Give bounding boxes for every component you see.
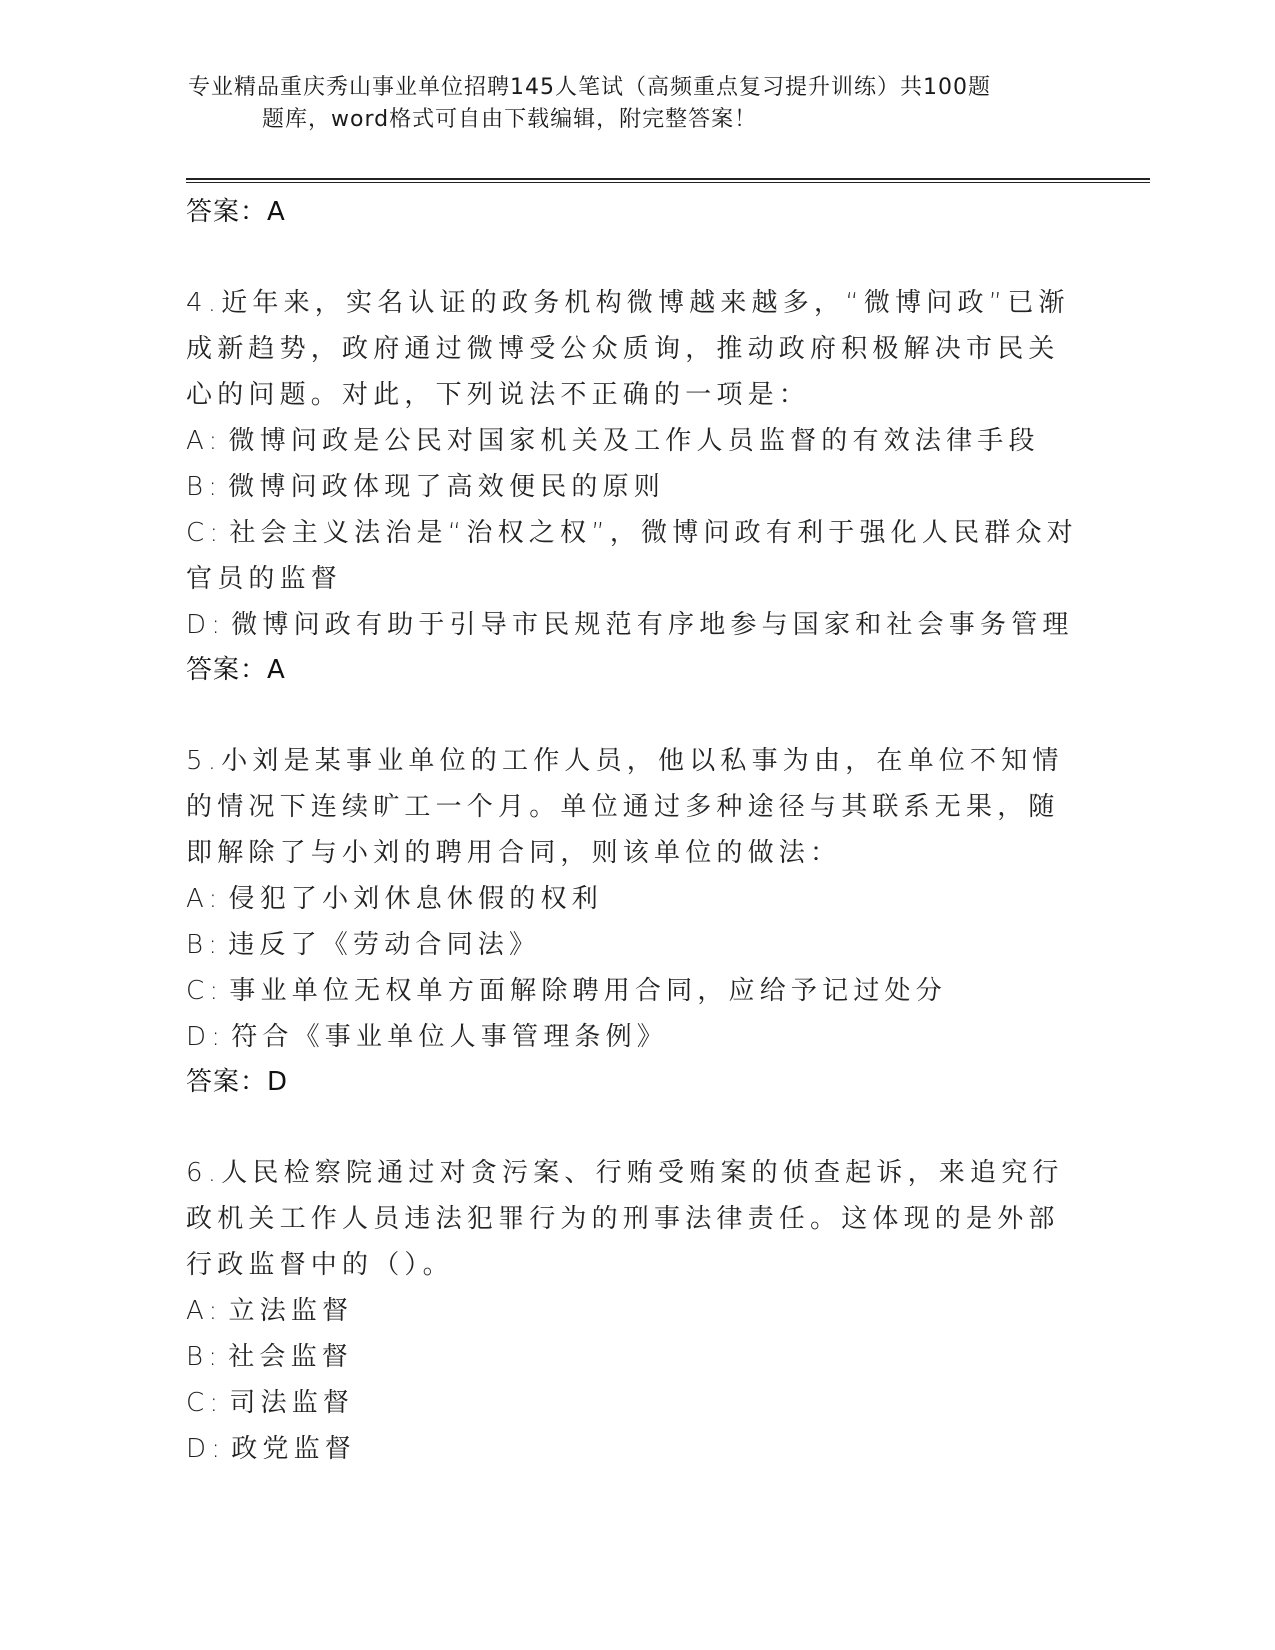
answer-line: 答案：D <box>186 1067 289 1097</box>
option-letter: C: <box>186 1388 224 1418</box>
question-text: 6.人民检察院通过对贪污案、行贿受贿案的侦查起诉，来追究行政机关工作人员违法犯罪行为的刑事法律责任。这体现的是外部行政监督中的（）。 <box>186 1158 1064 1280</box>
option-letter: D: <box>186 1022 226 1052</box>
option-letter: A: <box>186 1296 223 1326</box>
header-divider-thick <box>186 178 1150 180</box>
option-text: 社会主义法治是“治权之权”，微博问政有利于强化人民群众对官员的监督 <box>186 518 1078 594</box>
option-a <box>186 418 1086 464</box>
option-d <box>186 602 1086 648</box>
option-letter: B: <box>186 930 223 960</box>
option-d <box>186 1014 1086 1060</box>
option-c <box>186 968 1086 1014</box>
option-text: 违反了《劳动合同法》 <box>228 930 541 960</box>
header-line-2: 题库，word格式可自由下载编辑，附完整答案！ <box>262 107 758 132</box>
option-b <box>186 464 1086 510</box>
option-text: 事业单位无权单方面解除聘用合同，应给予记过处分 <box>229 976 947 1006</box>
option-text: 社会监督 <box>228 1342 353 1372</box>
option-a <box>186 876 1086 922</box>
question-text: 5.小刘是某事业单位的工作人员，他以私事为由，在单位不知情的情况下连续旷工一个月。单位通过多种途径与其联系无果，随即解除了与小刘的聘用合同，则该单位的做法： <box>186 746 1064 868</box>
question-6 <box>186 1150 1086 1472</box>
option-c <box>186 510 1086 602</box>
answer-line: 答案：A <box>186 197 286 227</box>
answer-line: 答案：A <box>186 655 286 685</box>
option-d <box>186 1426 1086 1472</box>
document-body <box>186 190 1086 1472</box>
option-text: 微博问政有助于引导市民规范有序地参与国家和社会事务管理 <box>231 610 1074 640</box>
option-text: 司法监督 <box>229 1388 355 1418</box>
option-letter: B: <box>186 1342 223 1372</box>
question-5 <box>186 738 1086 1104</box>
question-4 <box>186 280 1086 692</box>
option-letter: D: <box>186 1434 226 1464</box>
option-c <box>186 1380 1086 1426</box>
option-letter: B: <box>186 472 223 502</box>
option-b <box>186 922 1086 968</box>
option-letter: D: <box>186 610 226 640</box>
option-text: 侵犯了小刘休息休假的权利 <box>228 884 603 914</box>
option-letter: A: <box>186 426 223 456</box>
header-line-1: 专业精品重庆秀山事业单位招聘145人笔试（高频重点复习提升训练）共100题 <box>188 75 991 100</box>
option-text: 微博问政是公民对国家机关及工作人员监督的有效法律手段 <box>228 426 1040 456</box>
option-text: 符合《事业单位人事管理条例》 <box>231 1022 668 1052</box>
option-b <box>186 1334 1086 1380</box>
option-letter: C: <box>186 976 224 1006</box>
document-header <box>188 72 1068 136</box>
header-divider-thin <box>186 182 1150 183</box>
option-text: 立法监督 <box>228 1296 354 1326</box>
option-text: 微博问政体现了高效便民的原则 <box>228 472 665 502</box>
option-letter: C: <box>186 518 224 548</box>
option-letter: A: <box>186 884 223 914</box>
option-a <box>186 1288 1086 1334</box>
option-text: 政党监督 <box>231 1434 356 1464</box>
question-text: 4.近年来，实名认证的政务机构微博越来越多，“微博问政”已渐成新趋势，政府通过微博受公众质询，推动政府积极解决市民关心的问题。对此，下列说法不正确的一项是： <box>186 288 1070 410</box>
